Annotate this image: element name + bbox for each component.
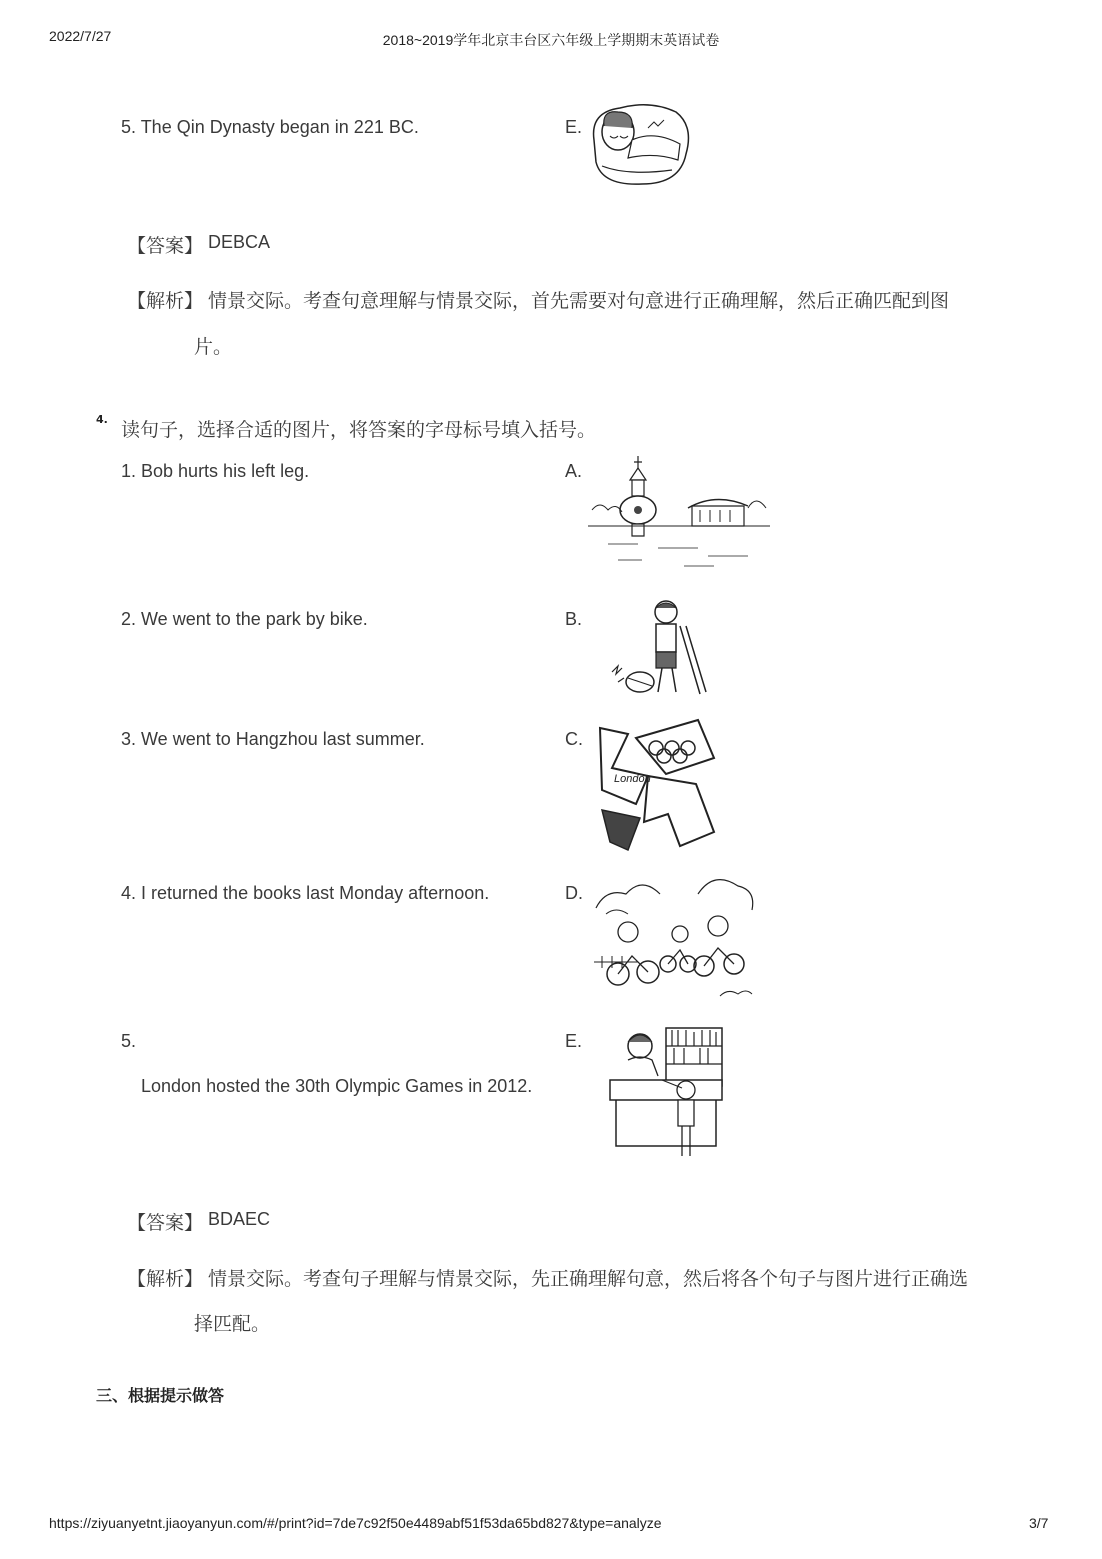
q3-option-e-label: E. [565,117,583,137]
q3-answer-label: 【答案】 [127,235,204,257]
q4-option-a-label: A. [565,461,583,481]
q3-analysis-label: 【解析】 [127,290,204,312]
q4-option-c-label: C. [565,729,583,749]
q4-option-e-label: E. [565,1031,583,1051]
q4-item-5: 5. [121,1031,137,1051]
hangzhou-lake-picture [588,448,770,576]
q3-answer-value: DEBCA [208,232,271,252]
logo-london-text: London [614,773,651,785]
q4-answer-label: 【答案】 [127,1212,204,1234]
footer-url[interactable]: https://ziyuanyetnt.jiaoyanyun.com/#/print?id=7de7c92f50e4489abf51f53da65bd827&type=analyze [49,1515,662,1531]
q3-analysis-line-2: 片。 [194,336,233,358]
q4-instruction: 读句子，选择合适的图片，将答案的字母标号填入括号。 [121,419,597,441]
q4-item-4: 4. I returned the books last Monday afternoon. [121,883,490,903]
q4-option-b-label: B. [565,609,583,629]
document-title: 2018~2019学年北京丰台区六年级上学期期末英语试卷 [382,32,720,48]
q4-analysis-line-2: 择匹配。 [194,1313,271,1335]
library-returning-books-picture [604,1024,728,1162]
boy-with-crutches-picture [588,596,718,700]
footer-page-number: 3/7 [1029,1515,1049,1531]
q4-answer-value: BDAEC [208,1209,271,1229]
q4-option-d-label: D. [565,883,583,903]
section-3-heading: 三、根据提示做答 [96,1386,225,1405]
q4-number: 4. [96,413,108,426]
q3-item-5: 5. The Qin Dynasty began in 221 BC. [121,117,419,137]
q4-analysis-line-1: 情景交际。考查句子理解与情景交际，先正确理解句意，然后将各个句子与图片进行正确选 [208,1268,969,1290]
q4-item-1: 1. Bob hurts his left leg. [121,461,310,481]
print-date: 2022/7/27 [49,28,112,44]
q3-analysis-line-1: 情景交际。考查句意理解与情景交际，首先需要对句意进行正确理解，然后正确匹配到图 [208,290,950,312]
q4-item-3: 3. We went to Hangzhou last summer. [121,729,425,749]
sleeping-person-picture [588,100,694,188]
q4-analysis-label: 【解析】 [127,1268,204,1290]
london-2012-logo-picture [588,714,728,854]
kids-riding-bikes-picture [588,868,760,1004]
q4-item-2: 2. We went to the park by bike. [121,609,368,629]
q4-item-5-text: London hosted the 30th Olympic Games in 2012. [141,1076,533,1096]
